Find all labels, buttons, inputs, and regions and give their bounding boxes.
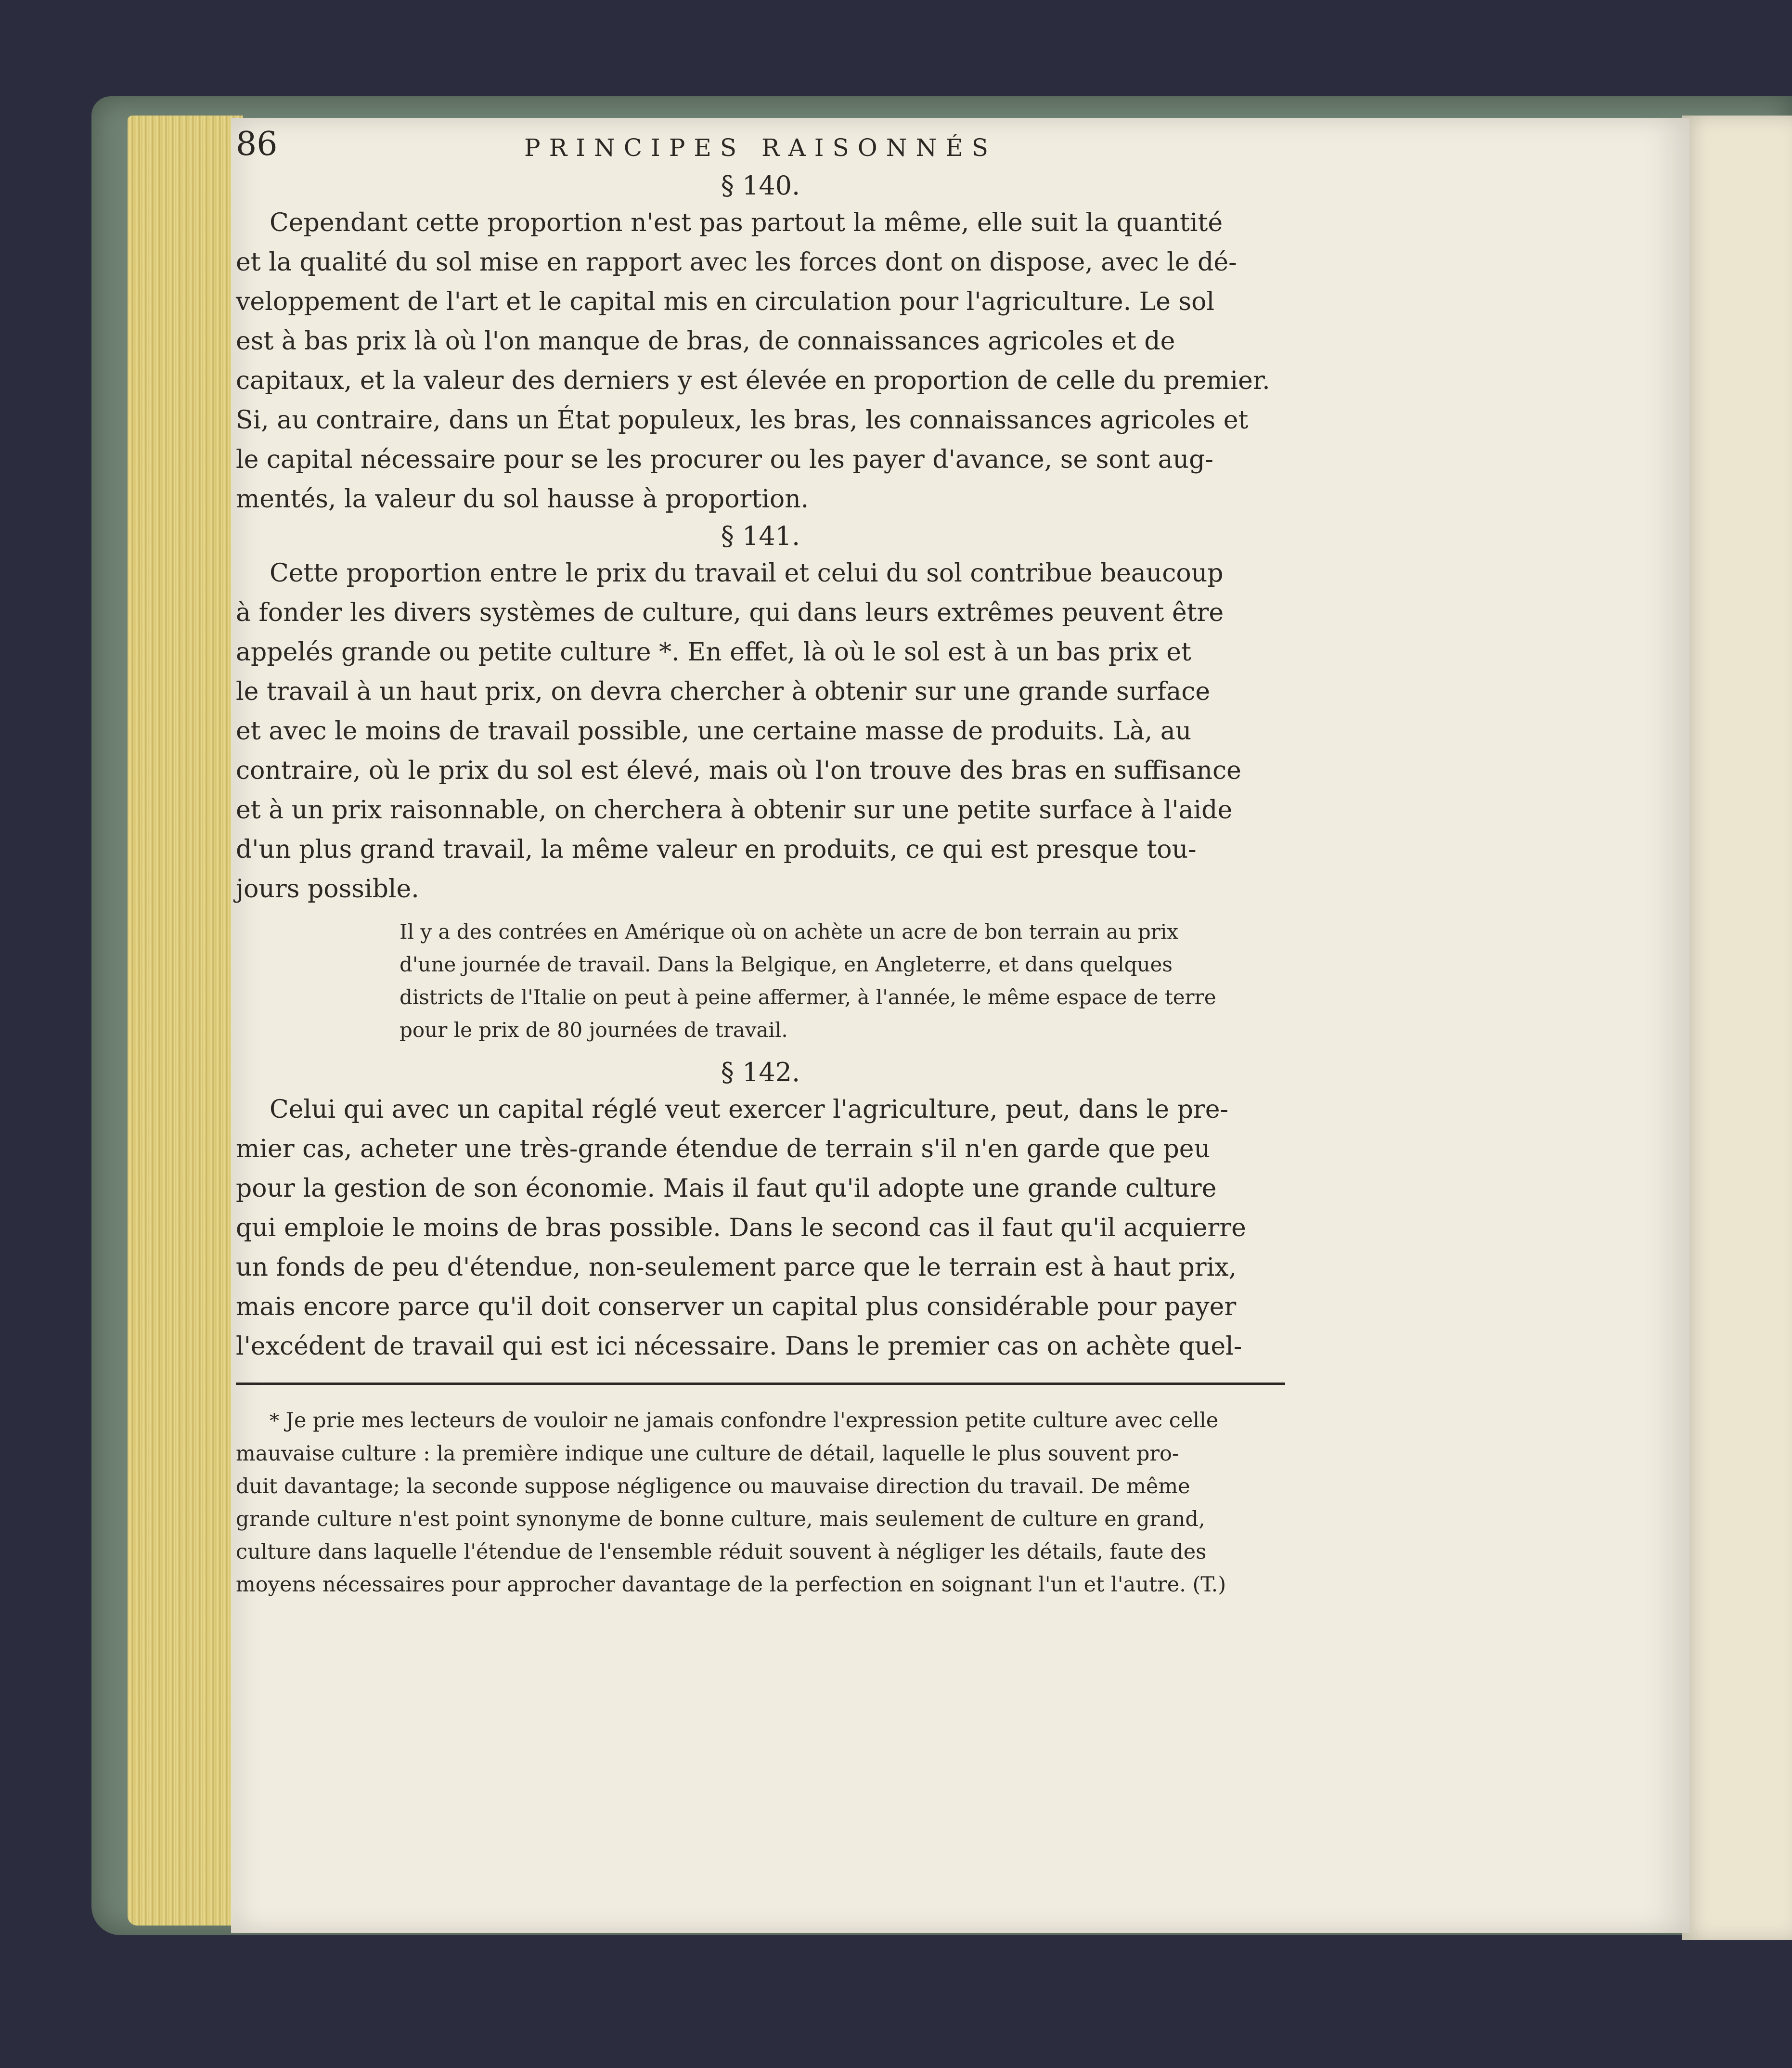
inline-note: Il y a des contrées en Amérique où on achète un acre de bon terrain au prix d'une journée de travail. Dans la Belgique, en Angleterre, et dans quelques districts de l'Italie on peut à peine affermer, à l'année, le même espace de terre pour le prix de 80 journées de travail. [400, 920, 1216, 1042]
footnote [236, 1404, 1285, 1601]
footnote-mark: * [270, 1410, 279, 1432]
paragraph: Celui qui avec un capital réglé veut exercer l'agriculture, peut, dans le pre- mier cas, acheter une très-grande étendue de terrain s'il n'en garde que peu pour la gestion de son économie. Mais il faut qu'il adopte une grande culture qui emploie le moins de bras possible. Dans le second cas il faut qu'il acquierre un fonds de peu d'étendue, non-seulement parce que le terrain est à haut prix, mais encore parce qu'il doit conserver un capital plus considérable pour payer l'excédent de travail qui est ici nécessaire. Dans le premier cas on achète quel- [236, 1095, 1246, 1361]
section-number: § 141. [721, 521, 800, 551]
footnote-text: Je prie mes lecteurs de vouloir ne jamais confondre l'expression petite culture avec celle mauvaise culture : la première indique une culture de détail, laquelle le plus souvent pro- duit davantage; la seconde suppose négligence ou mauvaise direction du travail. De même grande culture n'est point synonyme de bonne culture, mais seulement de culture en grand, culture dans laquelle l'étendue de l'ensemble réduit souvent à négliger les détails, faute des moyens nécessaires pour approcher davantage de la perfection en soignant l'un et l'autre. (T.) [236, 1409, 1226, 1597]
page-edges [128, 116, 243, 1926]
facing-page [1682, 116, 1792, 1940]
section-number: § 142. [721, 1057, 800, 1087]
paragraph: Cependant cette proportion n'est pas partout la même, elle suit la quantité et la qualité du sol mise en rapport avec les forces dont on dispose, avec le dé- veloppement de l'art et le capital mis en circulation pour l'agriculture. Le sol est à bas prix là où l'on manque de bras, de connaissances agricoles et de capitaux, et la valeur des derniers y est élevée en proportion de celle du premier. Si, au contraire, dans un État populeux, les bras, les connaissances agricoles et le capital nécessaire pour se les procurer ou les payer d'avance, se sont aug- mentés, la valeur du sol hausse à proportion. [236, 208, 1270, 514]
paragraph: Cette proportion entre le prix du travail et celui du sol contribue beaucoup à fonder les divers systèmes de culture, qui dans leurs extrêmes peuvent être appelés grande ou petite culture *. En effet, là où le sol est à un bas prix et le travail à un haut prix, on devra chercher à obtenir sur une grande surface et avec le moins de travail possible, une certaine masse de produits. Là, au contraire, où le prix du sol est élevé, mais où l'on trouve des bras en suffisance et à un prix raisonnable, on cherchera à obtenir sur une petite surface à l'aide d'un plus grand travail, la même valeur en produits, ce qui est presque tou- jours possible. [236, 559, 1241, 904]
running-title: PRINCIPES RAISONNÉS [524, 134, 997, 162]
section-number: § 140. [721, 170, 800, 201]
page-number: 86 [236, 125, 278, 163]
page-header [236, 125, 1285, 168]
footnote-divider [236, 1383, 1285, 1385]
page-content [236, 125, 1285, 1601]
